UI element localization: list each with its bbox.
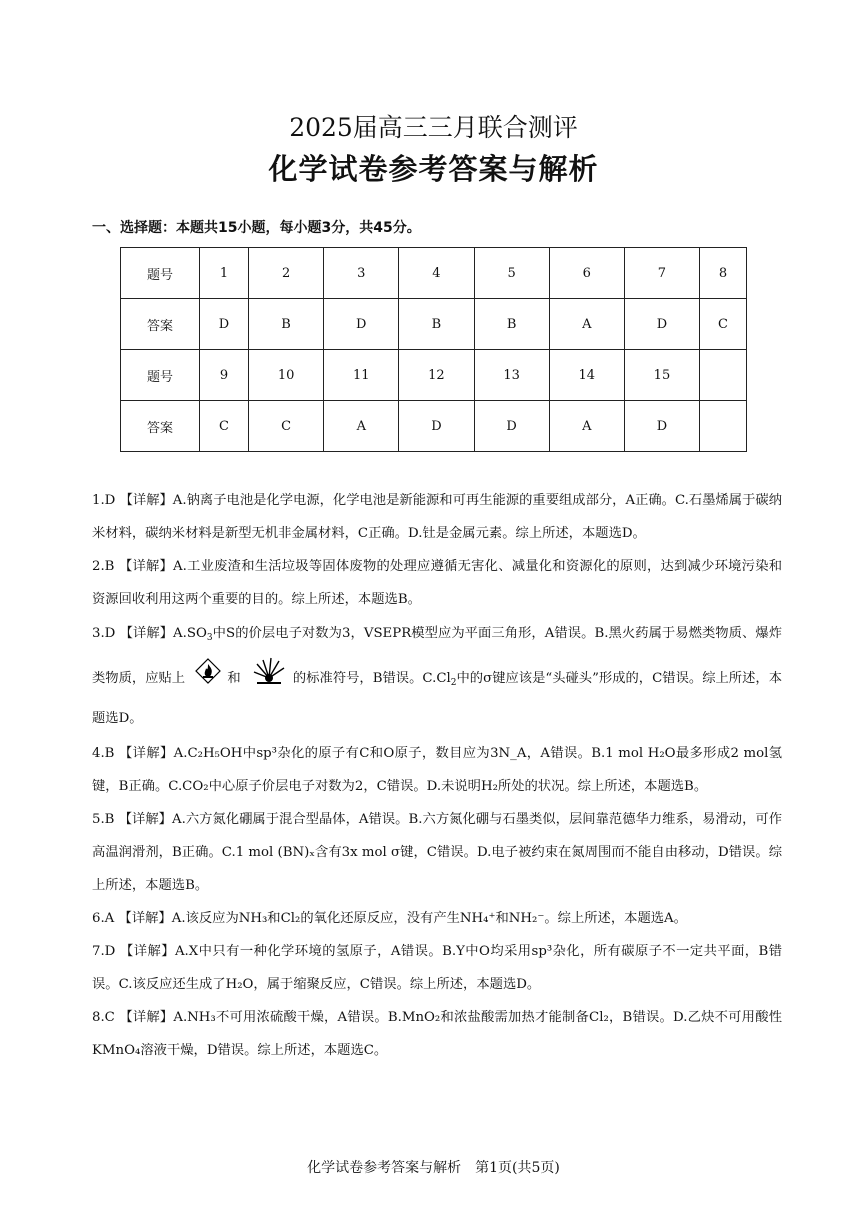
item-tag: 【详解】 [118,559,174,574]
item-text: A.C₂H₅OH中sp³杂化的原子有C和O原子，数目应为3N_A，A错误。B.1 mol H₂O最多形成2 mol氢键，B正确。C.CO₂中心原子价层电子对数为2，C错误。D.未说明H₂所处的状况。综上所述，本题选B。 [92,746,782,794]
row-label: 答案 [121,401,200,452]
item-text: A.六方氮化硼属于混合型晶体，A错误。B.六方氮化硼与石墨类似，层间靠范德华力维系，易滑动，可作高温润滑剂，B正确。C.1 mol (BN)ₓ含有3x mol σ键，C错误。D.电子被约束在氮周围而不能自由移动，D错误。综上所述，本题选B。 [92,812,782,893]
explanation-item [92,935,782,1001]
item-text: A.该反应为NH₃和Cl₂的氧化还原反应，没有产生NH₄⁺和NH₂⁻。综上所述，本题选A。 [171,911,687,926]
table-cell: A [324,401,399,452]
table-cell: D [474,401,549,452]
table-cell: A [549,401,624,452]
table-cell: D [624,401,699,452]
explosive-icon [251,656,287,701]
item-tag: 【详解】 [118,911,172,926]
item-text: A.NH₃不可用浓硫酸干燥，A错误。B.MnO₂和浓盐酸需加热才能制备Cl₂，B错误。D.乙炔不可用酸性KMnO₄溶液干燥，D错误。综上所述，本题选C。 [92,1010,782,1058]
explanation-item [92,550,782,616]
page-footer: 化学试卷参考答案与解析 第1页(共5页) [307,1160,560,1176]
item-text: 中S的价层电子对数为3，VSEPR模型应为平面三角形，A错误。B.黑火药属于易燃类物质、爆炸类物质，应贴上 [92,626,783,686]
table-cell: 15 [624,350,699,401]
table-cell: B [249,299,324,350]
document-subtitle: 化学试卷参考答案与解析 [268,152,599,186]
table-row [121,248,747,299]
item-tag: 【详解】 [120,944,175,959]
table-row [121,401,747,452]
table-cell: 6 [549,248,624,299]
item-text: 的标准符号，B错误。C.Cl [292,671,451,686]
table-cell: D [200,299,249,350]
table-cell: 2 [249,248,324,299]
section-heading: 一、选择题：本题共15小题，每小题3分，共45分。 [92,220,421,236]
subscript: 2 [450,678,457,688]
explanation-item [92,616,782,737]
item-number: 4.B [92,746,115,761]
table-cell: 5 [474,248,549,299]
item-number: 2.B [92,559,115,574]
item-tag: 【详解】 [118,812,172,827]
table-cell: D [399,401,474,452]
table-cell: 9 [200,350,249,401]
item-number: 1.D [92,493,116,508]
item-number: 8.C [92,1010,115,1025]
item-number: 3.D [92,626,116,641]
table-cell: C [249,401,324,452]
item-text: A.钠离子电池是化学电源，化学电池是新能源和可再生能源的重要组成部分，A正确。C.石墨烯属于碳纳米材料，碳纳米材料是新型无机非金属材料，C正确。D.钍是金属元素。综上所述，本题选D。 [92,493,783,541]
row-label: 题号 [121,350,200,401]
table-cell: D [324,299,399,350]
item-text: 和 [227,671,241,686]
table-cell: 10 [249,350,324,401]
table-cell: A [549,299,624,350]
item-text: 中的σ键应该是“头碰头”形成的，C错误。综上所述，本题选D。 [92,671,783,726]
table-cell: 3 [324,248,399,299]
flammable-icon [195,658,221,699]
table-cell: 8 [700,248,747,299]
item-number: 6.A [92,911,115,926]
explanation-item [92,1001,782,1067]
table-cell [700,401,747,452]
table-cell: B [399,299,474,350]
table-cell: 4 [399,248,474,299]
explanation-item [92,902,782,935]
table-row [121,299,747,350]
table-row [121,350,747,401]
answer-table [120,247,747,452]
table-cell: 14 [549,350,624,401]
item-text: A.工业废渣和生活垃圾等固体废物的处理应遵循无害化、减量化和资源化的原则，达到减少环境污染和资源回收利用这两个重要的目的。综上所述，本题选B。 [92,559,783,607]
table-cell: D [624,299,699,350]
table-cell: 13 [474,350,549,401]
row-label: 答案 [121,299,200,350]
table-cell: 1 [200,248,249,299]
subscript: 3 [206,633,213,643]
table-cell: 11 [324,350,399,401]
item-number: 7.D [92,944,116,959]
explanation-item [92,737,782,803]
item-tag: 【详解】 [119,1010,174,1025]
explanation-item [92,484,782,550]
item-text: A.X中只有一种化学环境的氢原子，A错误。B.Y中O均采用sp³杂化，所有碳原子不一定共平面，B错误。C.该反应还生成了H₂O，属于缩聚反应，C错误。综上所述，本题选D。 [92,944,783,992]
table-cell [700,350,747,401]
table-cell: C [200,401,249,452]
table-cell: C [700,299,747,350]
table-cell: 12 [399,350,474,401]
item-tag: 【详解】 [119,493,173,508]
table-cell: 7 [624,248,699,299]
row-label: 题号 [121,248,200,299]
document-title: 2025届高三三月联合测评 [289,113,578,142]
item-tag: 【详解】 [119,626,174,641]
item-text: A.SO [173,626,207,641]
item-tag: 【详解】 [119,746,174,761]
explanation-item [92,803,782,902]
item-number: 5.B [92,812,115,827]
explanation-list [92,484,782,1067]
table-cell: B [474,299,549,350]
